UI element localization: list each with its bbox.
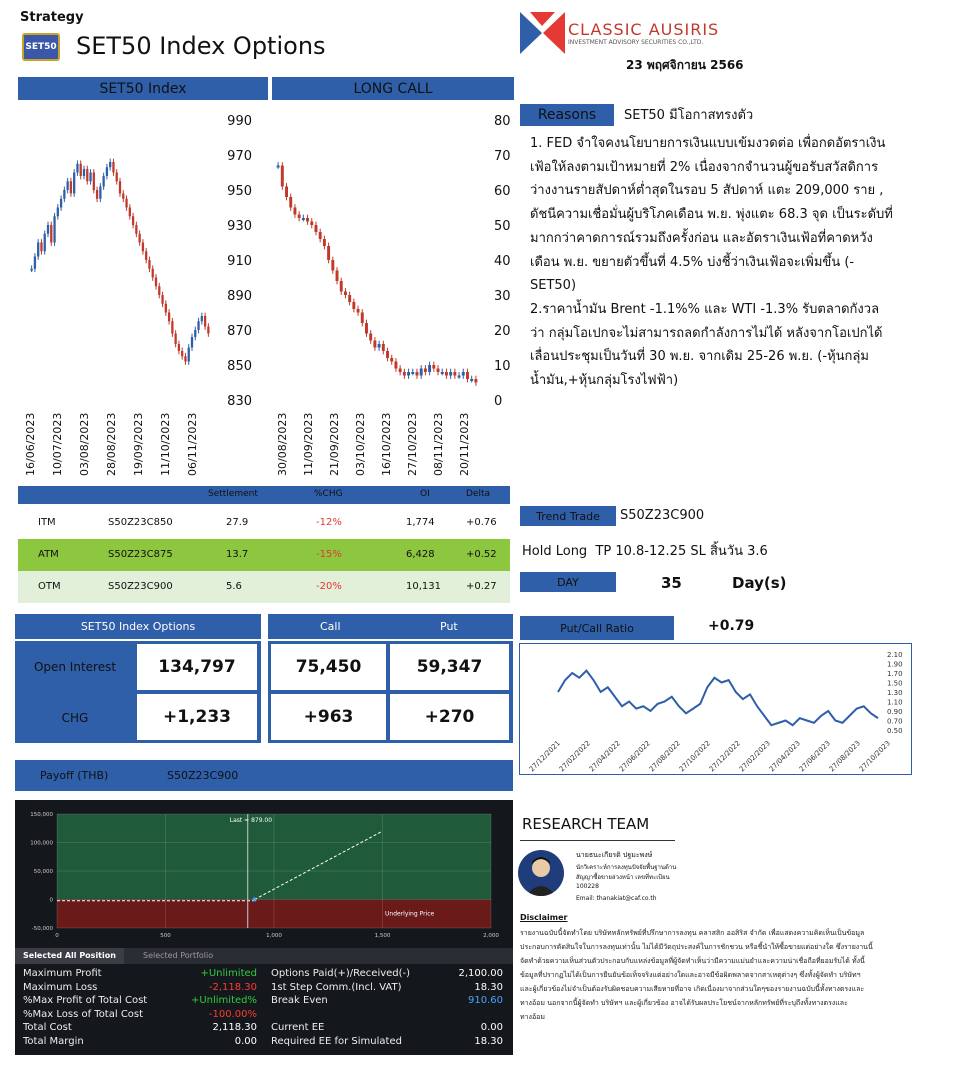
candle-body (197, 321, 199, 330)
y-tick-label: 0.90 (887, 708, 903, 716)
y-tick-label: 1.30 (887, 689, 903, 697)
pcr-chart-frame (519, 643, 912, 775)
oi-title-bar: SET50 Index Options (15, 614, 261, 639)
candle-body (348, 295, 351, 302)
x-tick-label: 19/09/2023 (132, 412, 145, 476)
x-tick-label: 11/09/2023 (302, 412, 315, 476)
strategy-label: Strategy (20, 10, 84, 25)
reasons-line: SET50) (530, 278, 577, 294)
candle-body (188, 348, 190, 362)
candle-body (73, 173, 75, 194)
x-tick-label: 16/06/2023 (24, 412, 37, 476)
candle-body (365, 323, 368, 334)
y-tick-label: 910 (227, 254, 252, 269)
x-tick-label: 06/11/2023 (186, 412, 199, 476)
trend-series: S50Z23C900 (620, 508, 705, 523)
payoff-tabs (15, 948, 513, 964)
oi-left-panel (15, 641, 261, 743)
tab-selected-all-position[interactable]: Selected All Position (15, 948, 124, 964)
chart-left-header: SET50 Index (18, 77, 268, 100)
x-tick-label: 27/06/2022 (617, 739, 652, 774)
candle-body (125, 199, 127, 208)
reasons-line: 2.ราคาน้ำมัน Brent -1.1%% และ WTI -1.3% รับตลาดกังวล (530, 301, 880, 317)
candle-body (357, 309, 360, 313)
candle-body (369, 334, 372, 341)
x-tick-label: 27/12/2022 (707, 739, 742, 774)
brand-sub: INVESTMENT ADVISORY SECURITIES CO.,LTD. (568, 39, 704, 46)
x-tick-label: 03/08/2023 (78, 412, 91, 476)
y-tick-label: 990 (227, 114, 252, 129)
candle-body (86, 169, 88, 181)
candle-body (336, 271, 339, 282)
candle-body (50, 225, 52, 243)
payoff-stat-value: -100.00% (208, 1008, 257, 1020)
x-tick-label: 1,500 (374, 933, 391, 939)
research-title: RESEARCH TEAM (522, 815, 650, 833)
disclaimer-body (520, 926, 945, 1024)
reasons-headline: SET50 มีโอกาสทรงตัว (624, 108, 754, 123)
y-tick-label: 1.10 (887, 698, 903, 707)
x-tick-label: 27/12/2021 (527, 739, 562, 774)
candle-body (420, 369, 423, 376)
x-tick-label: 27/04/2022 (587, 739, 622, 774)
payoff-stat-label: Total Margin (23, 1035, 84, 1047)
x-tick-label: 27/10/2023 (857, 739, 892, 774)
candle-body (315, 225, 318, 232)
candle-body (109, 162, 111, 167)
y-tick-label: 0.70 (887, 717, 903, 726)
y-tick-label: 970 (227, 149, 252, 164)
analyst-name: นายธนะเกียรติ ปฐมะพงษ์ (576, 851, 653, 859)
candle-body (466, 372, 469, 379)
put-oi-value: 59,347 (390, 644, 509, 690)
disclaimer-line: ข้อมูลที่ปรากฏไม่ได้เป็นการยืนยันข้อเท็จจริงแต่อย่างใดและอาจมีข้อผิดพลาดจากสาเหตุต่างๆ ซึ่งทั้งผู้จัดทำ บริษัทฯ (520, 971, 861, 979)
candle-body (289, 197, 292, 208)
candle-body (386, 351, 389, 358)
candle-body (112, 162, 114, 173)
candle-body (66, 181, 68, 190)
candle-body (138, 234, 140, 243)
y-tick-label: 830 (227, 394, 252, 409)
candle-body (40, 243, 42, 252)
candle-body (306, 218, 309, 222)
analyst-role2: สัญญาซื้อขายล่วงหน้า เลขที่ทะเบียน (576, 874, 670, 881)
open-interest-value: 134,797 (137, 644, 257, 690)
candle-body (382, 344, 385, 351)
analyst-avatar (518, 850, 564, 896)
y-tick-label: 0 (49, 897, 53, 904)
candle-body (174, 334, 176, 345)
payoff-stat-value: 2,100.00 (458, 968, 503, 979)
reasons-line: 1. FED จำใจคงนโยบายการเงินแบบเข้มงวดต่อ เพื่อกดอัตราเงิน (530, 136, 886, 151)
y-tick-label: 100,000 (30, 840, 53, 847)
analyst-role: นักวิเคราะห์การลงทุนปัจจัยพื้นฐานด้าน (576, 864, 677, 871)
candle-body (168, 313, 170, 322)
disclaimer-title: Disclaimer (520, 913, 568, 922)
candle-body (142, 243, 144, 252)
candle-body (57, 208, 59, 217)
reasons-line: ว่างงานรายสัปดาห์ต่ำสุดในรอบ 5 สัปดาห์ แตะ 209,000 ราย , (530, 183, 884, 199)
payoff-stat-value: 18.30 (474, 1035, 503, 1047)
candle-body (37, 243, 39, 257)
x-tick-label: 27/08/2023 (827, 739, 862, 774)
analyst-reg: 100228 (576, 883, 599, 890)
chg-value: +1,233 (137, 694, 257, 740)
candle-body (194, 330, 196, 337)
y-tick-label: 150,000 (30, 812, 53, 818)
candle-body (277, 166, 280, 168)
candle-body (83, 169, 85, 176)
day-label: DAY (520, 572, 616, 592)
candle-body (204, 316, 206, 327)
day-value: 35 (661, 574, 682, 592)
payoff-stat-label: %Max Profit of Total Cost (23, 995, 148, 1006)
candle-body (165, 304, 167, 313)
y-tick-label: 2.10 (887, 651, 903, 659)
candle-body (152, 269, 154, 278)
candle-body (89, 173, 91, 182)
payoff-stat-value: 910.60 (468, 995, 503, 1006)
tab-selected-portfolio[interactable]: Selected Portfolio (143, 951, 214, 960)
y-tick-label: 60 (494, 184, 511, 199)
disclaimer-line: ทางอ้อม นอกจากนี้ผู้จัดทำ บริษัทฯ และผู้เกี่ยวข้อง อาจได้รับผลประโยชน์จากหลักทรัพย์ที่ระบุถึงทั้งทางตรงและ (520, 999, 848, 1007)
open-interest-label: Open Interest (33, 659, 117, 674)
payoff-stat-value: +Unlimited% (190, 995, 257, 1006)
pcr-line (558, 671, 878, 726)
payoff-panel (15, 800, 513, 1055)
x-tick-label: 27/06/2023 (797, 739, 832, 774)
payoff-stat-label: Maximum Loss (23, 981, 98, 993)
candle-body (34, 257, 36, 269)
candle-body (394, 362, 397, 369)
reasons-line: เดือน พ.ย. ขยายตัวขึ้นที่ 4.5% บ่งชี้ว่าเงินเฟ้อจะเพิ่มขึ้น (- (530, 254, 855, 270)
chart-right-header: LONG CALL (272, 77, 514, 100)
call-oi-value: 75,450 (271, 644, 386, 690)
candle-body (411, 372, 414, 374)
payoff-stat-value: +Unlimited (200, 968, 257, 979)
candle-body (298, 215, 301, 219)
x-tick-label: 28/08/2023 (105, 412, 118, 476)
y-tick-label: 870 (227, 324, 252, 339)
x-tick-label: 500 (160, 933, 171, 939)
x-tick-label: 11/10/2023 (159, 412, 172, 476)
page-title: SET50 Index Options (76, 32, 326, 60)
payoff-stat-value: 0.00 (480, 1022, 503, 1033)
candle-body (310, 222, 313, 226)
payoff-stat-label: Total Cost (23, 1022, 72, 1033)
brand-name: CLASSIC AUSIRIS (568, 20, 720, 39)
payoff-stat-label: Options Paid(+)/Received(-) (271, 968, 411, 979)
candle-body (158, 286, 160, 295)
x-tick-label: 20/11/2023 (458, 412, 471, 476)
y-tick-label: 0.50 (887, 727, 903, 735)
candle-body (378, 344, 381, 348)
disclaimer-line: ประกอบการตัดสินใจในการลงทุนเท่านั้น ไม่ได้มีวัตถุประสงค์ในการชักชวน หรือชี้นำให้ซื้อขายแต่อย่างใด ซึ่งรายงานนี้ (520, 943, 873, 951)
trend-trade-label: Trend Trade (520, 506, 616, 526)
candle-body (155, 278, 157, 287)
brand-logo (520, 12, 565, 54)
reasons-body (530, 132, 950, 393)
candle-body (116, 173, 118, 182)
candle-body (403, 372, 406, 376)
y-tick-label: 70 (494, 149, 511, 164)
y-tick-label: 1.90 (887, 660, 903, 669)
candle-body (184, 356, 186, 361)
candle-body (390, 358, 393, 362)
payoff-stat-value: 18.30 (474, 981, 503, 993)
candle-body (361, 313, 364, 324)
y-tick-label: 50 (494, 219, 511, 234)
oi-right-panel (268, 641, 513, 743)
call-put-header: Call Put (268, 614, 513, 639)
x-tick-label: 08/11/2023 (432, 412, 445, 476)
candle-body (44, 234, 46, 252)
put-call-ratio-chart (520, 644, 911, 774)
underlying-price-label: Underlying Price (385, 910, 435, 918)
candle-body (30, 269, 32, 271)
disclaimer-line: และผู้เกี่ยวข้องไม่จำเป็นต้องรับผิดชอบความเสียหายที่อาจ เกิดเนื่องมาจากส่วนใดๆของรายงานฉบับนี้ทั้งทางตรงและ (520, 985, 865, 993)
reasons-line: เฟ้อให้ลงตามเป้าหมายที่ 2% เนื่องจากจำนวนผู้ขอรับสวัสดิการ (530, 159, 879, 175)
y-tick-label: -50,000 (31, 926, 53, 932)
candle-body (191, 337, 193, 348)
candle-body (453, 372, 456, 376)
x-tick-label: 1,000 (266, 933, 282, 939)
candle-body (135, 225, 137, 234)
x-tick-label: 2,000 (483, 933, 499, 939)
disclaimer-line: รายงานฉบับนี้จัดทำโดย บริษัทหลักทรัพย์ที่ปรึกษาการลงทุน คลาสสิก ออสิริส จำกัด เพื่อแสดงความคิดเห็นเป็นข้อมูล (520, 929, 865, 937)
report-date: 23 พฤศจิกายน 2566 (626, 58, 744, 72)
x-tick-label: 27/04/2023 (767, 739, 802, 774)
candle-body (60, 199, 62, 208)
candle-body (462, 372, 465, 376)
candle-body (416, 372, 419, 376)
y-tick-label: 30 (494, 289, 511, 304)
y-tick-label: 1.50 (887, 679, 903, 688)
table-row-itm: ITM S50Z23C850 27.9 -12% 1,774 +0.76 (18, 507, 510, 539)
payoff-stat-label: 1st Step Comm.(Incl. VAT) (271, 981, 402, 993)
candle-body (70, 181, 72, 193)
candle-body (119, 181, 121, 193)
candle-body (285, 187, 288, 198)
day-unit: Day(s) (732, 574, 787, 592)
candle-body (319, 232, 322, 239)
x-tick-label: 03/10/2023 (354, 412, 367, 476)
x-tick-label: 0 (55, 933, 59, 939)
break-even-point (253, 898, 257, 902)
options-table-header: Settlement %CHG OI Delta (18, 486, 510, 504)
y-tick-label: 1.70 (887, 670, 903, 678)
candle-body (344, 292, 347, 296)
candle-body (207, 327, 209, 334)
candle-body (293, 208, 296, 215)
candle-body (470, 379, 473, 381)
candle-body (331, 260, 334, 271)
candle-body (93, 173, 95, 191)
payoff-stat-label: Required EE for Simulated (271, 1035, 402, 1047)
payoff-stat-value: -2,118.30 (208, 981, 257, 993)
reasons-line: น้ำมัน,+หุ้นกลุ่มโรงไฟฟ้า) (530, 373, 679, 389)
reasons-line: มากกว่าคาดการณ์รวมถึงครั้งก่อน และอัตราเงินเฟ้อที่คาดหวัง (530, 230, 873, 246)
disclaimer-line: จัดทำด้วยความเห็นส่วนตัวประกอบกับแหล่งข้อมูลที่ผู้จัดทำเห็นว่ามีความแม่นยำและความน่าเชื่อถือที่ยอมรับได้ ทั้งนี้ (520, 957, 865, 965)
candle-body (122, 194, 124, 199)
candle-body (428, 365, 431, 372)
table-row-atm: ATM S50Z23C875 13.7 -15% 6,428 +0.52 (18, 539, 510, 571)
candle-body (47, 225, 49, 234)
candle-body (102, 176, 104, 187)
candle-body (399, 369, 402, 373)
y-tick-label: 50,000 (33, 869, 53, 875)
table-row-otm: OTM S50Z23C900 5.6 -20% 10,131 +0.27 (18, 571, 510, 603)
candle-body (99, 187, 101, 199)
x-tick-label: 10/07/2023 (51, 412, 64, 476)
candle-body (437, 369, 440, 373)
candle-body (53, 216, 55, 242)
y-tick-label: 40 (494, 254, 511, 269)
reasons-label: Reasons (520, 104, 614, 126)
research-divider (520, 840, 675, 841)
candle-body (171, 321, 173, 333)
put-chg-value: +270 (390, 694, 509, 740)
y-tick-label: 930 (227, 219, 252, 234)
pcr-label: Put/Call Ratio (520, 616, 674, 640)
reasons-line: ดัชนีความเชื่อมั่นผู้บริโภคเดือน พ.ย. พุ่งแตะ 68.3 จุด เป็นระดับที่ (530, 207, 893, 223)
candle-body (80, 164, 82, 176)
payoff-stat-label: %Max Loss of Total Cost (23, 1008, 144, 1020)
x-tick-label: 27/02/2022 (557, 739, 592, 774)
candle-body (373, 341, 376, 348)
candle-body (178, 344, 180, 351)
pcr-value: +0.79 (708, 618, 755, 634)
y-tick-label: 10 (494, 359, 511, 374)
candle-body (132, 216, 134, 225)
candle-body (323, 239, 326, 246)
brand-mark-icon (520, 12, 565, 54)
reasons-line: ว่า กลุ่มโอเปกจะไม่สามารถลดกำลังการไม่ได้ หลังจากโอเปกได้ (530, 325, 883, 341)
candle-body (449, 372, 452, 376)
hold-text: Hold Long TP 10.8-12.25 SL สิ้นวัน 3.6 (522, 544, 768, 559)
candle-body (106, 167, 108, 176)
candle-body (424, 369, 427, 373)
disclaimer-line: ทางอ้อม (520, 1013, 545, 1021)
candle-body (76, 164, 78, 173)
x-tick-label: 27/08/2022 (647, 739, 682, 774)
y-tick-label: 850 (227, 359, 252, 374)
payoff-stat-label: Break Even (271, 995, 328, 1006)
person-icon (518, 850, 564, 896)
x-tick-label: 27/10/2022 (677, 739, 712, 774)
candle-body (352, 302, 355, 309)
x-tick-label: 27/02/2023 (737, 739, 772, 774)
x-tick-label: 16/10/2023 (380, 412, 393, 476)
payoff-chart (15, 800, 513, 945)
candle-body (340, 281, 343, 292)
set50-candlestick-chart (18, 104, 268, 484)
payoff-stat-value: 0.00 (234, 1035, 257, 1047)
reasons-line: เลื่อนประชุมเป็นวันที่ 30 พ.ย. จากเดิม 25-26 พ.ย. (-หุ้นกลุ่ม (530, 349, 869, 365)
candle-body (63, 190, 65, 199)
x-tick-label: 27/10/2023 (406, 412, 419, 476)
candle-body (281, 166, 284, 187)
candle-body (302, 218, 305, 220)
payoff-header: Payoff (THB) S50Z23C900 (15, 760, 513, 791)
candle-body (441, 372, 444, 374)
last-price-label: Last = 879.00 (229, 817, 273, 824)
candle-body (445, 372, 448, 376)
long-call-candlestick-chart (268, 104, 518, 484)
candle-body (432, 365, 435, 369)
candle-body (458, 376, 461, 378)
set50-logo: SET50 (22, 33, 60, 61)
y-tick-label: 80 (494, 114, 511, 129)
candle-body (148, 260, 150, 269)
candle-body (129, 208, 131, 217)
candle-body (201, 316, 203, 321)
candle-body (327, 246, 330, 260)
candle-body (96, 190, 98, 199)
candle-body (145, 251, 147, 260)
payoff-stat-value: 2,118.30 (212, 1022, 257, 1033)
payoff-stat-label: Current EE (271, 1022, 325, 1033)
payoff-stat-label: Maximum Profit (23, 968, 102, 979)
call-chg-value: +963 (271, 694, 386, 740)
y-tick-label: 890 (227, 289, 252, 304)
candle-body (181, 351, 183, 356)
candle-body (474, 379, 477, 383)
x-tick-label: 21/09/2023 (328, 412, 341, 476)
candle-body (407, 372, 410, 376)
y-tick-label: 950 (227, 184, 252, 199)
candle-body (161, 295, 163, 304)
x-tick-label: 30/08/2023 (276, 412, 289, 476)
y-tick-label: 20 (494, 324, 511, 339)
chg-label: CHG (61, 710, 89, 725)
analyst-email: Email: thanakiat@caf.co.th (576, 895, 657, 902)
y-tick-label: 0 (494, 394, 503, 409)
